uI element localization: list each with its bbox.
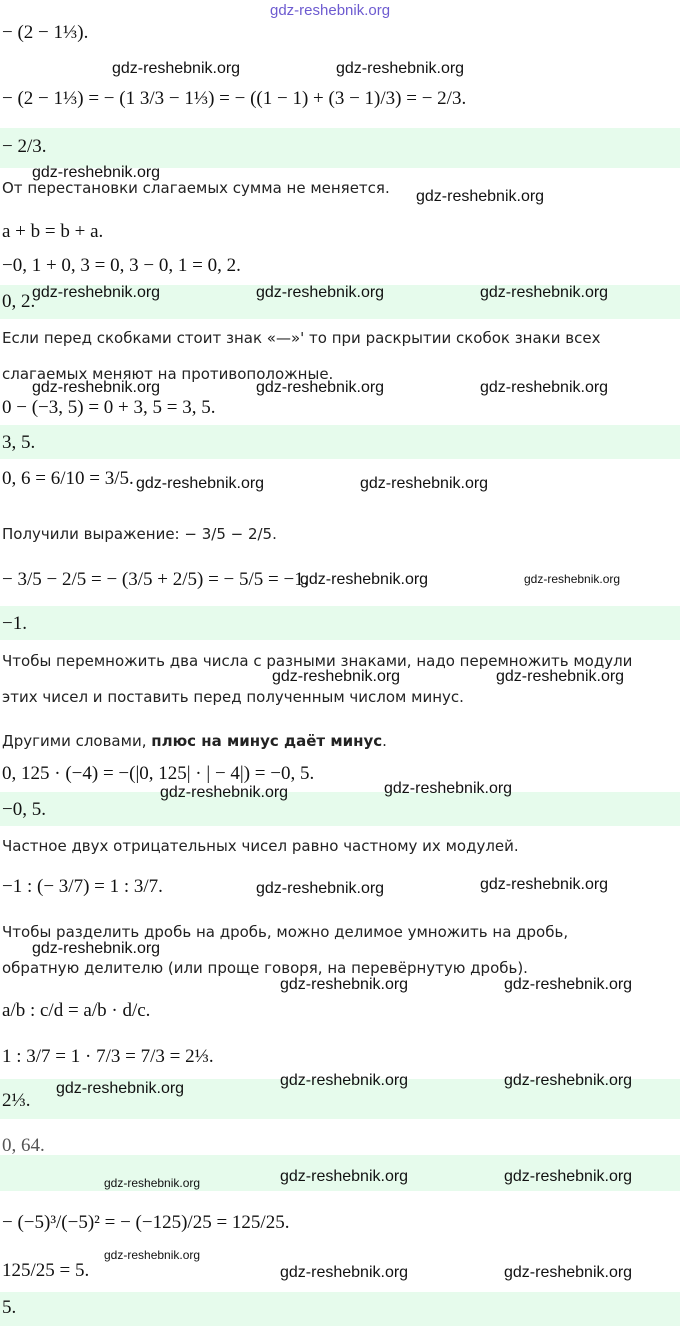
expression-line-5: 0, 6 = 6/10 = 3/5.	[2, 468, 134, 489]
watermark: gdz-reshebnik.org	[104, 1176, 201, 1190]
watermark: gdz-reshebnik.org	[112, 60, 241, 77]
rule-text-6: этих чисел и поставить перед полученным числом минус.	[2, 688, 464, 706]
expression-line-1: − (2 − 1⅓).	[2, 22, 89, 43]
top-watermark: gdz-reshebnik.org	[270, 2, 391, 19]
watermark: gdz-reshebnik.org	[256, 284, 385, 301]
rule-text-1: От перестановки слагаемых сумма не меняется.	[2, 179, 390, 197]
watermark: gdz-reshebnik.org	[504, 976, 633, 993]
watermark: gdz-reshebnik.org	[504, 1168, 633, 1185]
watermark: gdz-reshebnik.org	[480, 379, 609, 396]
rule-text-7-suffix: .	[382, 732, 387, 750]
watermark: gdz-reshebnik.org	[32, 284, 161, 301]
watermark: gdz-reshebnik.org	[272, 668, 401, 685]
expression-line-2: − (2 − 1⅓) = − (1 3/3 − 1⅓) = − ((1 − 1) + (3 − 1)/3) = − 2/3.	[2, 88, 467, 109]
watermark: gdz-reshebnik.org	[524, 572, 621, 586]
watermark: gdz-reshebnik.org	[300, 571, 429, 588]
watermark: gdz-reshebnik.org	[32, 379, 161, 396]
answer-band-4	[0, 606, 680, 640]
watermark: gdz-reshebnik.org	[136, 475, 265, 492]
answer-1: − 2/3.	[2, 136, 47, 157]
watermark: gdz-reshebnik.org	[280, 1264, 409, 1281]
watermark: gdz-reshebnik.org	[32, 940, 161, 957]
watermark: gdz-reshebnik.org	[416, 188, 545, 205]
expression-line-10: − (−5)³/(−5)² = − (−125)/25 = 125/25.	[2, 1212, 290, 1233]
rule-text-8: Частное двух отрицательных чисел равно частному их модулей.	[2, 837, 519, 855]
rule-text-3: слагаемых меняют на противоположные.	[2, 365, 334, 383]
answer-3: 3, 5.	[2, 432, 36, 453]
watermark: gdz-reshebnik.org	[32, 164, 161, 181]
rule-text-9: Чтобы разделить дробь на дробь, можно делимое умножить на дробь,	[2, 923, 569, 941]
answer-band-8	[0, 1292, 680, 1326]
rule-text-7-bold: плюс на минус даёт минус	[151, 732, 383, 750]
rule-text-4: Получили выражение: − 3/5 − 2/5.	[2, 525, 277, 543]
expression-line-7: 0, 125 · (−4) = −(|0, 125| · | − 4|) = −0, 5.	[2, 763, 315, 784]
watermark: gdz-reshebnik.org	[256, 379, 385, 396]
watermark: gdz-reshebnik.org	[504, 1072, 633, 1089]
rule-text-7	[2, 732, 387, 750]
rule-text-10: обратную делителю (или проще говоря, на перевёрнутую дробь).	[2, 959, 528, 977]
expression-line-4: 0 − (−3, 5) = 0 + 3, 5 = 3, 5.	[2, 397, 216, 418]
watermark: gdz-reshebnik.org	[496, 668, 625, 685]
expression-line-11: 125/25 = 5.	[2, 1260, 90, 1281]
formula-commutative: a + b = b + a.	[2, 221, 104, 242]
watermark: gdz-reshebnik.org	[280, 976, 409, 993]
watermark: gdz-reshebnik.org	[160, 784, 289, 801]
answer-2: 0, 2.	[2, 291, 36, 312]
rule-text-7-prefix: Другими словами,	[2, 732, 152, 750]
watermark: gdz-reshebnik.org	[360, 475, 489, 492]
answer-5: −0, 5.	[2, 799, 46, 820]
watermark: gdz-reshebnik.org	[480, 284, 609, 301]
expression-line-3: −0, 1 + 0, 3 = 0, 3 − 0, 1 = 0, 2.	[2, 255, 241, 276]
rule-text-5: Чтобы перемножить два числа с разными знаками, надо перемножить модули	[2, 652, 633, 670]
watermark: gdz-reshebnik.org	[256, 880, 385, 897]
expression-line-8: −1 : (− 3/7) = 1 : 3/7.	[2, 876, 163, 897]
watermark: gdz-reshebnik.org	[480, 876, 609, 893]
watermark: gdz-reshebnik.org	[280, 1072, 409, 1089]
watermark: gdz-reshebnik.org	[384, 780, 513, 797]
answer-4: −1.	[2, 613, 27, 634]
watermark: gdz-reshebnik.org	[56, 1080, 185, 1097]
answer-8: 5.	[2, 1297, 17, 1318]
formula-fraction-division: a/b : c/d = a/b · d/c.	[2, 1000, 151, 1021]
watermark: gdz-reshebnik.org	[280, 1168, 409, 1185]
rule-text-2: Если перед скобками стоит знак «—»' то при раскрытии скобок знаки всех	[2, 329, 601, 347]
answer-band-1	[0, 128, 680, 168]
expression-line-6: − 3/5 − 2/5 = − (3/5 + 2/5) = − 5/5 = −1.	[2, 569, 309, 590]
answer-7-partial: 0, 64.	[2, 1135, 45, 1156]
watermark: gdz-reshebnik.org	[504, 1264, 633, 1281]
watermark: gdz-reshebnik.org	[336, 60, 465, 77]
expression-line-9: 1 : 3/7 = 1 · 7/3 = 7/3 = 2⅓.	[2, 1046, 214, 1067]
answer-band-3	[0, 425, 680, 459]
answer-band-5	[0, 792, 680, 826]
answer-6: 2⅓.	[2, 1090, 31, 1111]
watermark: gdz-reshebnik.org	[104, 1248, 201, 1262]
